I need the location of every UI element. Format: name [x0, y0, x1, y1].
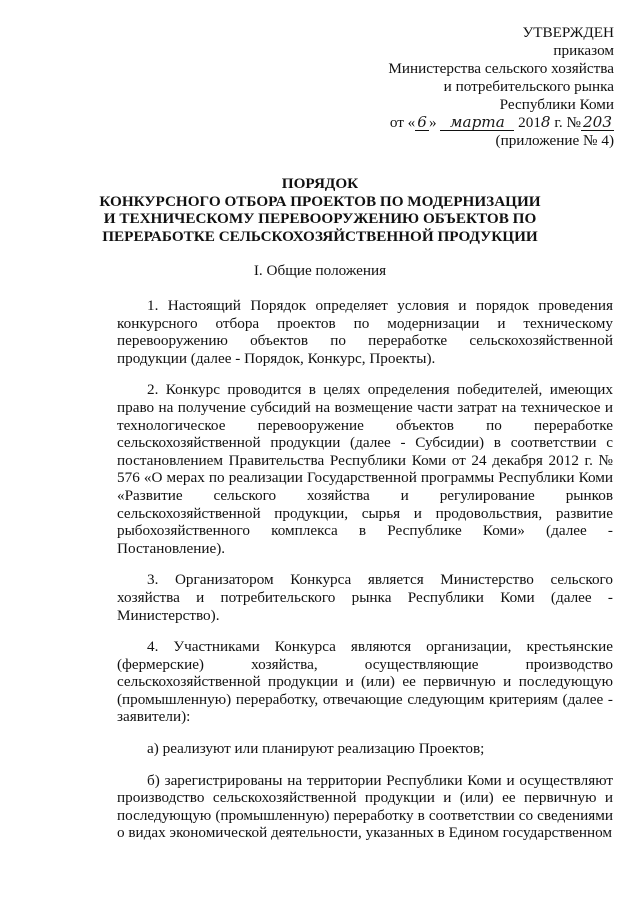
title-line-4: ПЕРЕРАБОТКЕ СЕЛЬСКОХОЗЯЙСТВЕННОЙ ПРОДУКЦИИ: [102, 227, 538, 245]
approval-heading: УТВЕРЖДЕН: [522, 24, 614, 41]
handwritten-order-number: 203: [583, 113, 612, 131]
approval-appendix-line: (приложение № 4): [495, 132, 614, 149]
approval-order-label: приказом: [553, 42, 614, 59]
paragraph-4a: а) реализуют или планируют реализацию Проектов;: [147, 740, 485, 758]
approval-block: [388, 24, 614, 150]
approval-ministry-line: Министерства сельского хозяйства: [388, 60, 614, 77]
paragraph-3: 3. Организатором Конкурса является Министерство сельского хозяйства и потребительского рынка Республики Коми (далее - Министерство).: [117, 571, 613, 624]
approval-republic-line: Республики Коми: [499, 96, 614, 113]
section-heading: I. Общие положения: [253, 262, 387, 279]
approval-ministry-line-2: и потребительского рынка: [443, 78, 614, 95]
document-title: [0, 175, 640, 245]
paragraph-4b: б) зарегистрированы на территории Республики Коми и осуществляют производство сельскохозяйственной продукции и (или) ее первичную и последующую (промышленную) переработку в соответствии со сведениями о видах экономической деятельности, указанных в Едином государственном: [117, 771, 613, 842]
handwritten-month: марта: [440, 114, 514, 131]
title-line-2: КОНКУРСНОГО ОТБОРА ПРОЕКТОВ ПО МОДЕРНИЗАЦИИ: [99, 192, 541, 210]
paragraph-4: 4. Участниками Конкурса являются организации, крестьянские (фермерские) хозяйства, осуществляющие производство сельскохозяйственной продукции и (или) ее первичную и последующую (промышленную) переработку, отвечающие следующим критериям (далее - заявители):: [117, 638, 613, 726]
date-suffix: г. №: [554, 114, 581, 131]
title-line-3: И ТЕХНИЧЕСКОМУ ПЕРЕВООРУЖЕНИЮ ОБЪЕКТОВ ПО: [103, 210, 537, 227]
date-prefix: от «: [389, 114, 416, 131]
paragraph-1: 1. Настоящий Порядок определяет условия и порядок проведения конкурсного отбора проектов по модернизации и техническому перевооружению объектов по переработке сельскохозяйственной продукции (далее - Порядок, Конкурс, Проекты).: [117, 297, 613, 367]
title-line-1: ПОРЯДОК: [281, 175, 359, 192]
document-body: [117, 297, 613, 856]
date-mid: »: [428, 114, 437, 131]
paragraph-2: 2. Конкурс проводится в целях определения победителей, имеющих право на получение субсидий на возмещение части затрат на техническое и технологическое перевооружение объектов по переработке сельскохозяйственной продукции (далее - Субсидии) в соответствии с постановлением Правительства Республики Коми от 24 декабря 2012 г. № 576 «О мерах по реализации Государственной программы Республики Коми «Развитие сельского хозяйства и регулирование рынков сельскохозяйственной продукции, сырья и продовольствия, развитие рыбохозяйственного комплекса в Республике Коми» (далее - Постановление).: [117, 381, 613, 557]
approval-date-line: [388, 114, 614, 132]
date-year-prefix: 201: [518, 114, 541, 131]
handwritten-year-digit: 8: [540, 113, 551, 131]
handwritten-day: 6: [417, 113, 427, 131]
